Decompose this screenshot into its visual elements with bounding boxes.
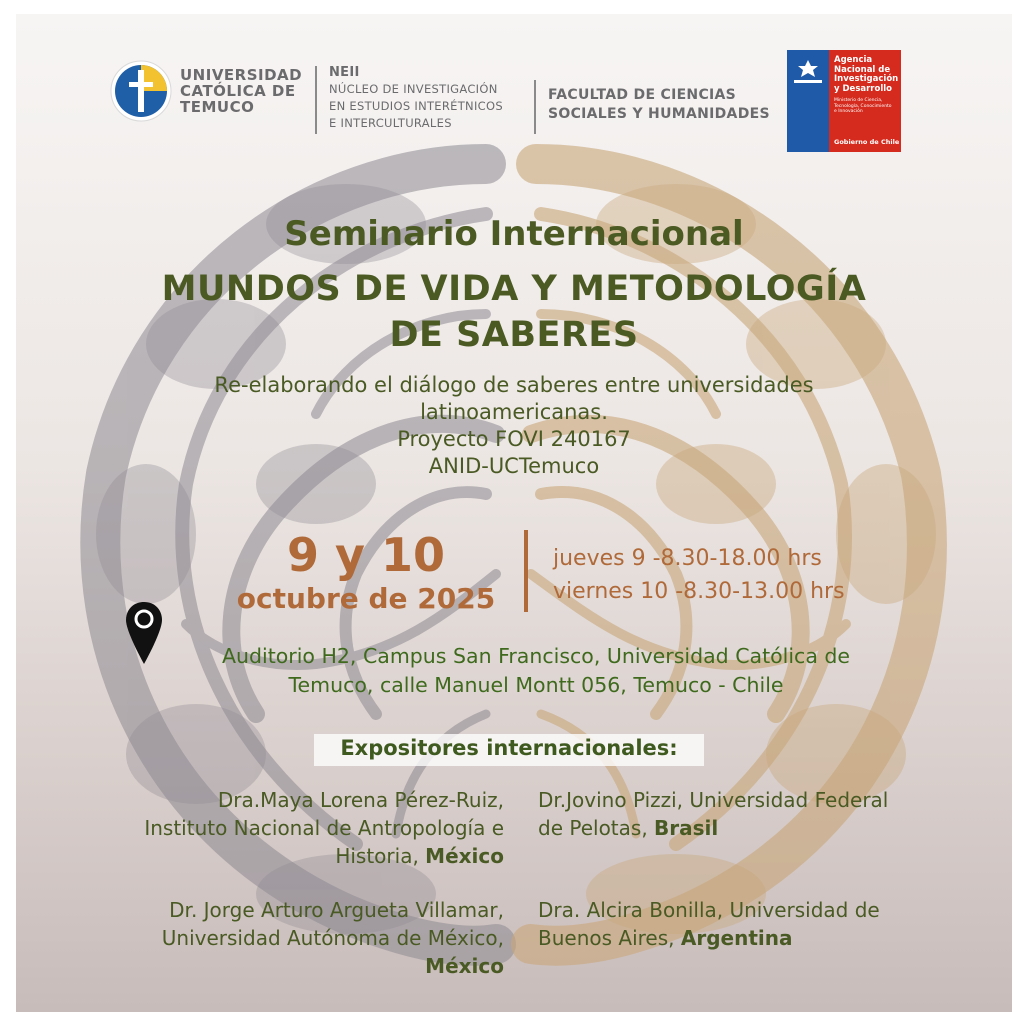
speaker-line: Universidad Autónoma de México,: [161, 926, 504, 950]
seminar-title-line: DE SABERES: [389, 315, 639, 355]
ministry-line: Tecnología, Conocimiento: [834, 103, 892, 109]
speaker-line: Historia,: [335, 844, 426, 868]
uct-logo: [110, 60, 302, 122]
faculty-logo: [548, 86, 770, 124]
speaker-line: Dr. Jorge Arturo Argueta Villamar,: [169, 898, 504, 922]
speaker-bonilla: [538, 896, 958, 952]
project-code: Proyecto FOVI 240167: [397, 427, 631, 451]
event-days: 9 y 10: [286, 528, 446, 582]
speaker-country: Brasil: [654, 816, 719, 840]
schedule-day-2: viernes 10 -8.30-13.00 hrs: [553, 579, 845, 604]
neii-line: EN ESTUDIOS INTERÉTNICOS: [329, 99, 503, 113]
chile-coat-of-arms-icon: [791, 56, 825, 86]
speaker-pizzi: [538, 786, 958, 842]
speaker-line: Buenos Aires,: [538, 926, 681, 950]
speakers-heading: Expositores internacionales:: [340, 736, 678, 760]
header-divider: [315, 66, 317, 134]
neii-acronym: NEII: [329, 65, 360, 80]
anid-red-panel: [829, 50, 901, 152]
subtitle-line: Re-elaborando el diálogo de saberes entre universidades: [214, 373, 814, 397]
agency-line: Nacional de: [834, 64, 891, 75]
location-pin-icon: [124, 600, 164, 666]
anid-logo: [787, 50, 901, 152]
schedule-day-1: jueves 9 -8.30-18.00 hrs: [553, 546, 822, 571]
faculty-line: FACULTAD DE CIENCIAS: [548, 87, 737, 103]
speaker-line: Instituto Nacional de Antropología e: [144, 816, 504, 840]
speaker-country: México: [425, 844, 504, 868]
government-label: Gobierno de Chile: [834, 138, 900, 146]
event-location: [176, 642, 896, 700]
event-month-year: octubre de 2025: [236, 582, 496, 615]
neii-logo: [329, 64, 503, 132]
anid-blue-panel: [787, 50, 829, 152]
faculty-line: SOCIALES Y HUMANIDADES: [548, 106, 770, 122]
agency-line: Investigación: [834, 74, 899, 84]
seminar-heading: Seminario Internacional: [284, 214, 744, 254]
ministry-name: [834, 98, 892, 115]
university-name-line: TEMUCO: [180, 98, 255, 116]
subtitle-line: latinoamericanas.: [420, 400, 608, 424]
seminar-subtitle: [16, 372, 1012, 480]
seminar-title: [16, 266, 1012, 358]
neii-line: E INTERCULTURALES: [329, 116, 452, 130]
speaker-line: de Pelotas,: [538, 816, 655, 840]
location-line: Temuco, calle Manuel Montt 056, Temuco - Chile: [288, 673, 784, 697]
university-seal-icon: [110, 60, 172, 122]
agency-line: Agencia: [834, 55, 873, 65]
ministry-line: e Innovación: [834, 109, 863, 114]
date-divider: [524, 530, 528, 612]
speaker-line: Dra.Maya Lorena Pérez-Ruiz,: [217, 788, 504, 812]
university-name-line: UNIVERSIDAD: [180, 66, 303, 84]
speaker-perez-ruiz: [76, 786, 504, 870]
agency-name: [834, 56, 898, 94]
university-name: [180, 67, 302, 115]
seminar-title-line: MUNDOS DE VIDA Y METODOLOGÍA: [161, 269, 867, 309]
speaker-argueta: [76, 896, 504, 980]
location-line: Auditorio H2, Campus San Francisco, Universidad Católica de: [221, 644, 851, 668]
ministry-line: Ministerio de Ciencia,: [834, 98, 883, 103]
event-schedule: [553, 542, 845, 608]
university-name-line: CATÓLICA DE: [180, 82, 296, 100]
neii-line: NÚCLEO DE INVESTIGACIÓN: [329, 82, 498, 96]
header-divider: [534, 80, 536, 134]
project-sponsor: ANID-UCTemuco: [428, 454, 600, 478]
speaker-country: Argentina: [680, 926, 793, 950]
agency-line: y Desarrollo: [834, 83, 893, 94]
seminar-poster: [16, 14, 1012, 1012]
speaker-country: México: [425, 954, 504, 978]
speaker-line: Dr.Jovino Pizzi, Universidad Federal: [538, 788, 889, 812]
speaker-line: Dra. Alcira Bonilla, Universidad de: [538, 898, 880, 922]
